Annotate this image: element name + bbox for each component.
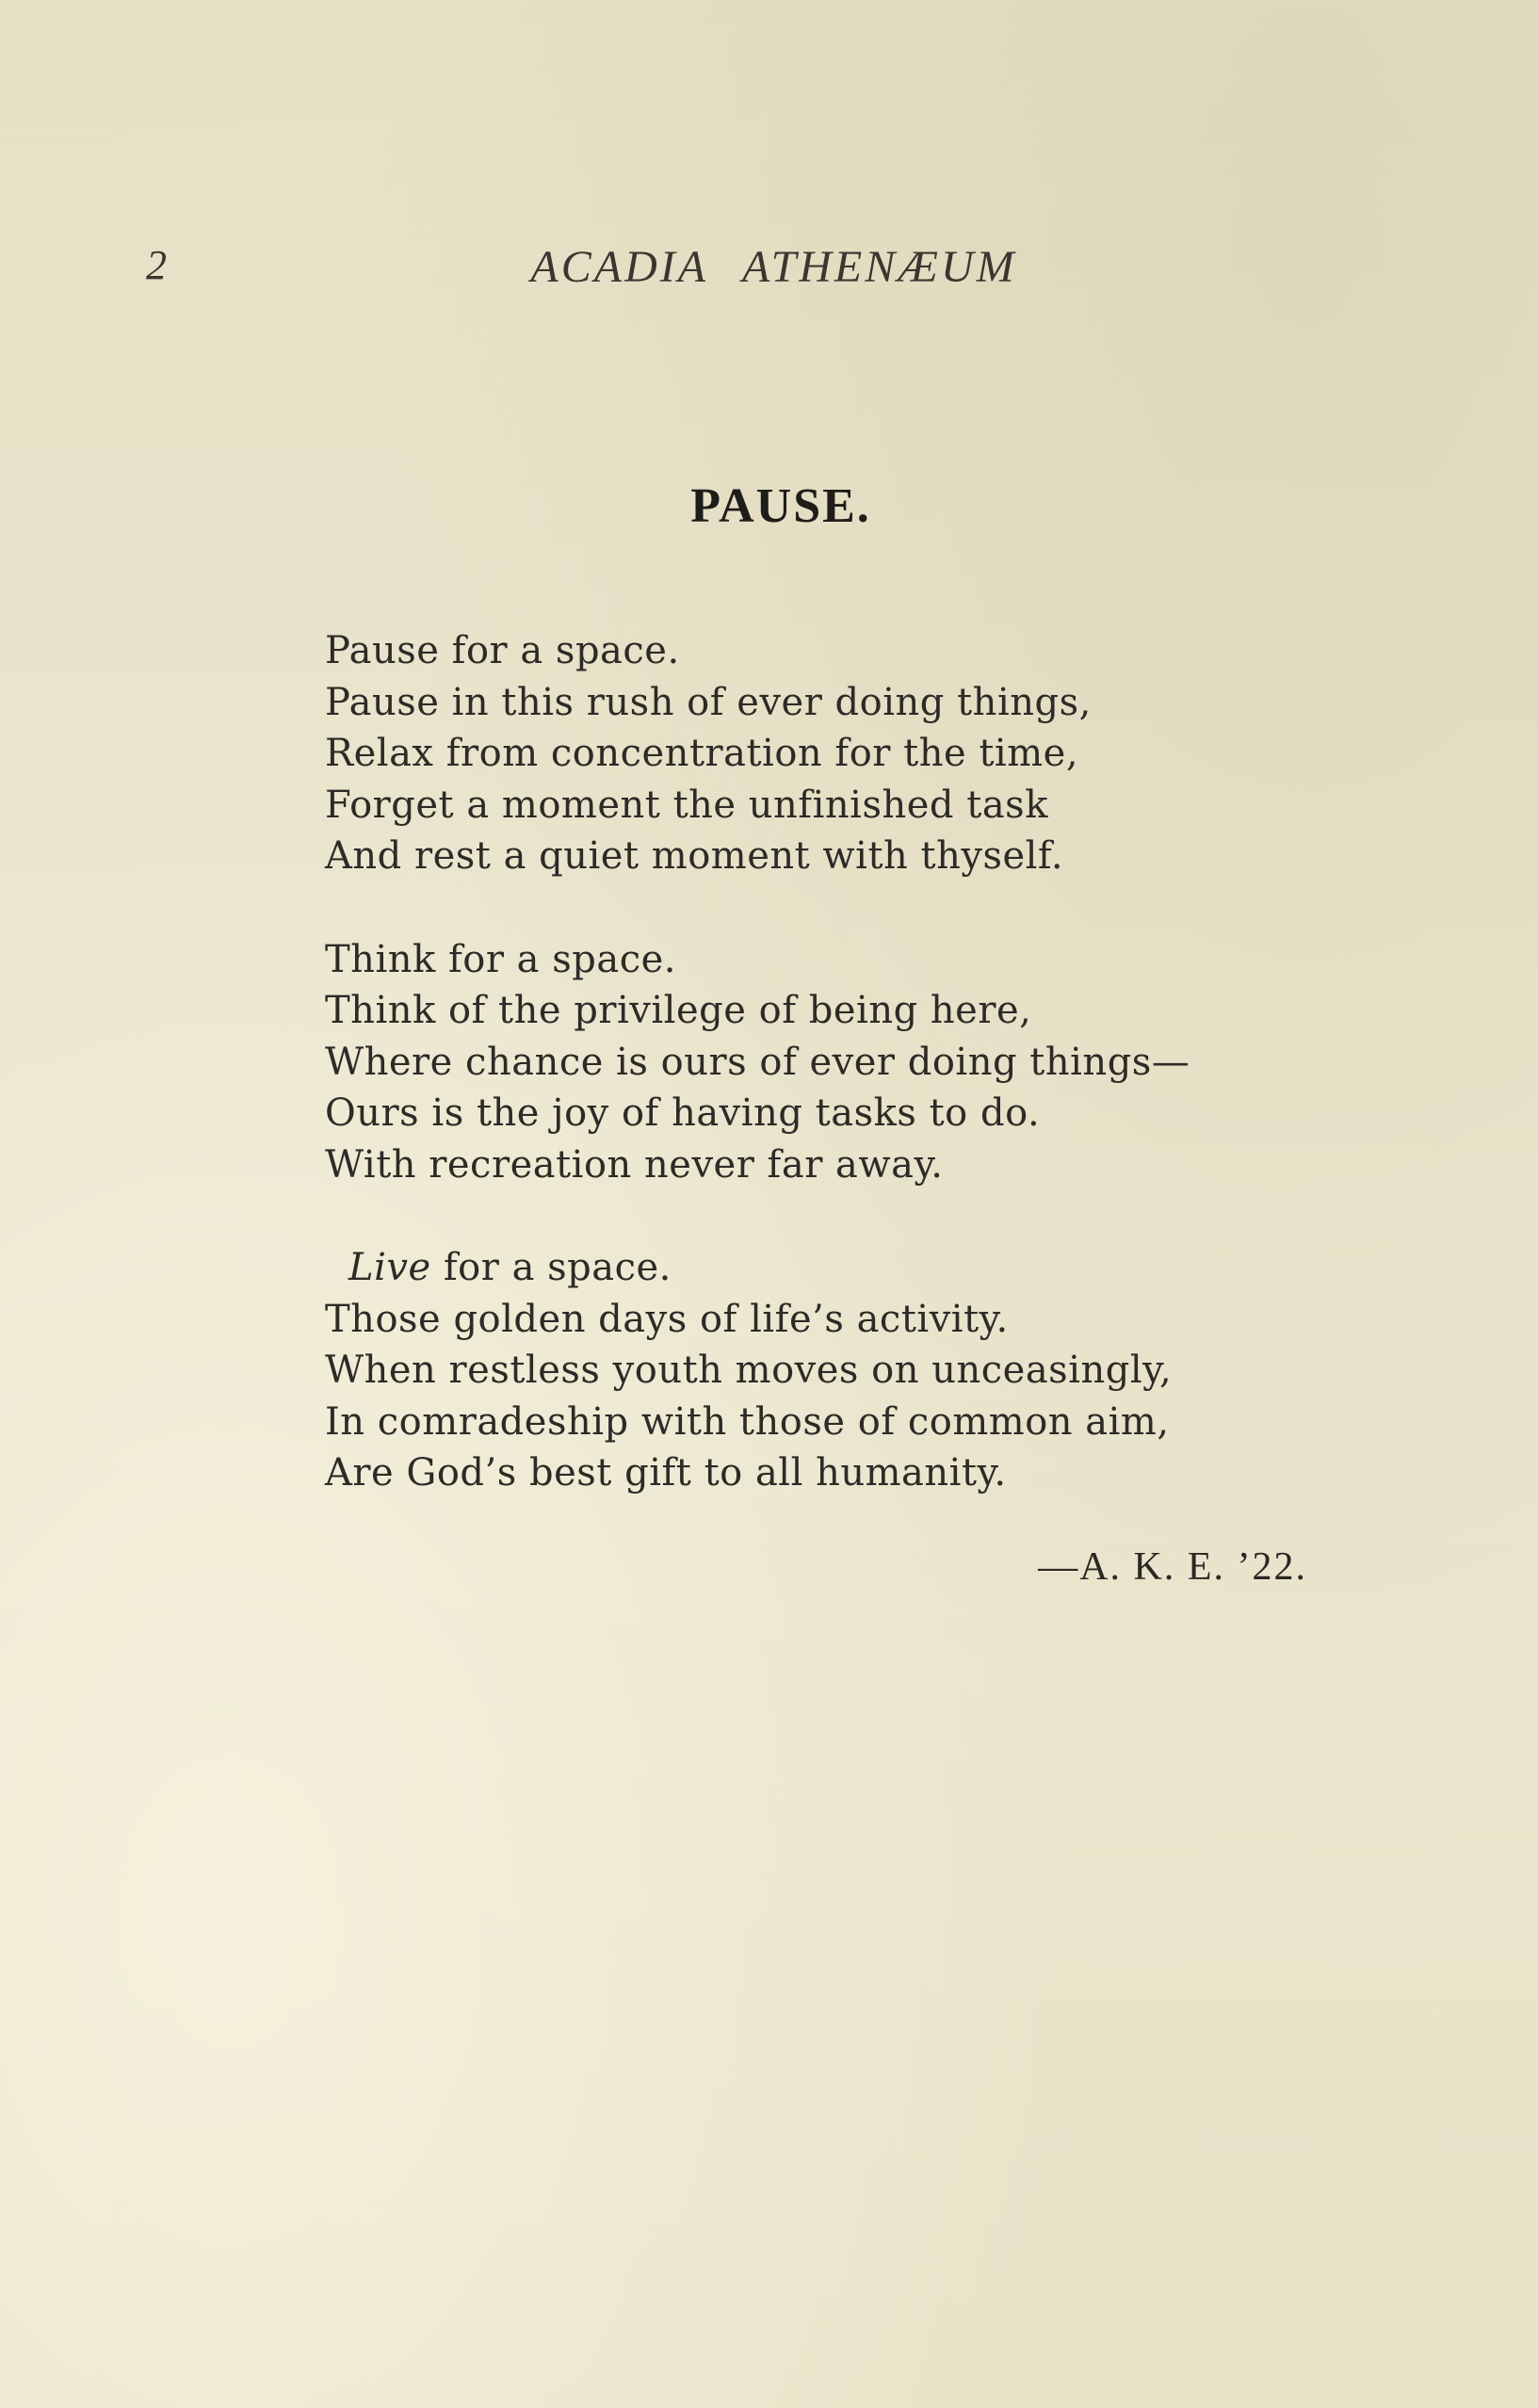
stanza-3: [325, 1242, 1361, 1499]
stanza-1: [325, 625, 1361, 882]
running-head: [0, 241, 1538, 293]
poem-line: Are God’s best gift to all humanity.: [325, 1451, 1007, 1495]
poem-line: When restless youth moves on unceasingly,: [325, 1349, 1173, 1392]
italic-word: Live: [348, 1246, 431, 1289]
page-number: 2: [146, 242, 167, 288]
poem-line: Think for a space.: [325, 937, 677, 981]
poem-line: Think of the privilege of being here,: [325, 989, 1032, 1032]
author-signature: —A. K. E. ’22.: [1038, 1545, 1307, 1589]
running-head-word: ATHENÆUM: [742, 242, 1017, 292]
stanza-2: [325, 934, 1361, 1191]
poem-line: Ours is the joy of having tasks to do.: [325, 1091, 1041, 1135]
poem-title: PAUSE.: [690, 479, 871, 533]
poem-line-rest: for a space.: [430, 1246, 672, 1289]
poem-line: Pause for a space.: [325, 629, 680, 672]
running-head-word: ACADIA: [530, 242, 709, 292]
poem-line: In comradeship with those of common aim,: [325, 1399, 1170, 1444]
poem-line: Where chance is ours of ever doing things—: [325, 1040, 1190, 1084]
poem-line: Relax from concentration for the time,: [325, 732, 1079, 775]
poem-line: [325, 1242, 1361, 1294]
poem-line: With recreation never far away.: [325, 1142, 944, 1187]
poem-line: Those golden days of life’s activity.: [325, 1297, 1009, 1341]
poem-line: Forget a moment the unfinished task: [325, 783, 1048, 827]
poem-line: Pause in this rush of ever doing things,: [325, 680, 1092, 724]
poem-line: And rest a quiet moment with thyself.: [325, 834, 1064, 878]
poem-body: [325, 625, 1361, 1551]
